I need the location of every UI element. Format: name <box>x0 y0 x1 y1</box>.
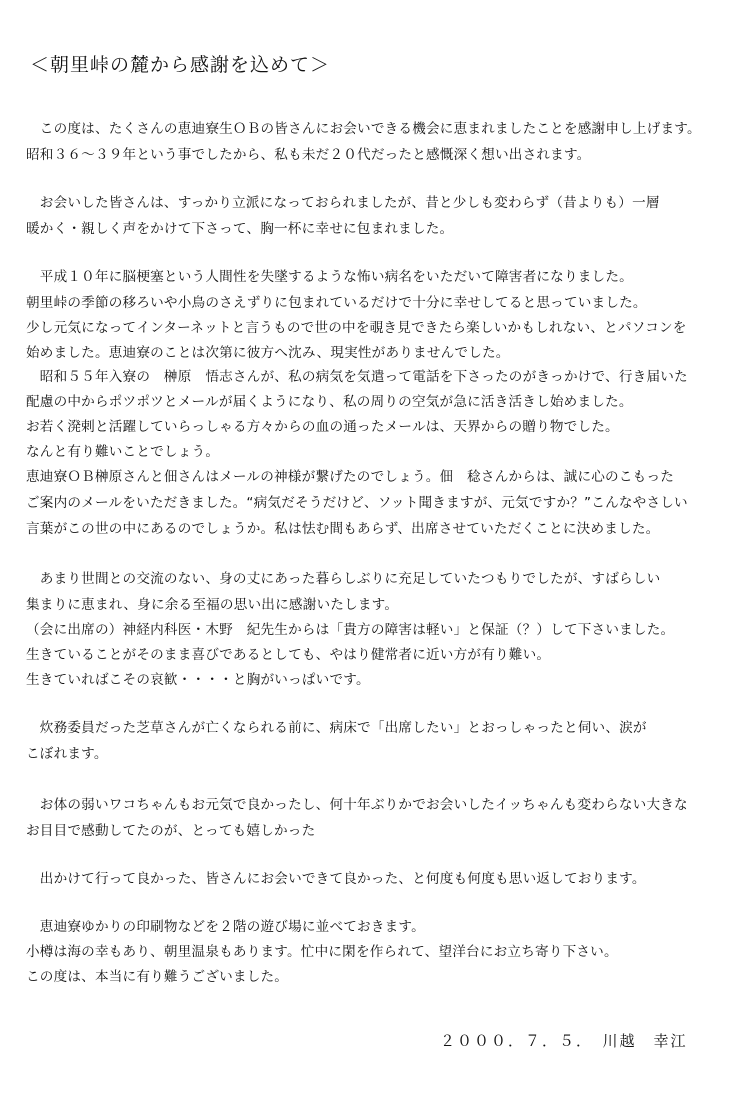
letter-line: なんと有り難いことでしょう。 <box>26 444 220 460</box>
letter-title: ＜朝里峠の麓から感謝を込めて＞ <box>30 54 331 76</box>
letter-line: 暖かく・親しく声をかけて下さって、胸一杯に幸せに包まれました。 <box>26 221 454 237</box>
letter-line: 恵迪寮ＯＢ榊原さんと佃さんはメールの神様が繋げたのでしょう。佃 稔さんからは、誠に心のこもった <box>26 469 675 485</box>
letter-line: 平成１０年に脳梗塞という人間性を失墜するような怖い病名をいただいて障害者になりました。 <box>26 269 633 285</box>
letter-line: 炊務委員だった芝草さんが亡くなられる前に、病床で「出席したい」とおっしゃったと伺い、涙が <box>26 720 647 736</box>
letter-line: 生きていればこその哀歓・・・・と胸がいっぱいです。 <box>26 672 370 688</box>
letter-line: 生きていることがそのまま喜びであるとしても、やはり健常者に近い方が有り難い。 <box>26 647 551 663</box>
letter-line: 少し元気になってインターネットと言うもので世の中を覗き見できたら楽しいかもしれない、とパソコンを <box>26 320 687 336</box>
letter-line: 配慮の中からポツポツとメールが届くようになり、私の周りの空気が急に活き活きし始めました。 <box>26 394 633 410</box>
letter-line: お体の弱いワコちゃんもお元気で良かったし、何十年ぶりかでお会いしたイッちゃんも変わらない大きな <box>26 797 688 813</box>
letter-line: 朝里峠の季節の移ろいや小鳥のさえずりに包まれているだけで十分に幸せしてると思っていました。 <box>26 295 647 311</box>
letter-line: 出かけて行って良かった、皆さんにお会いできて良かった、と何度も何度も思い返しております。 <box>26 871 646 887</box>
letter-line: お目目で感動してたのが、とっても嬉しかった <box>26 823 316 839</box>
letter-line: ご案内のメールをいただきました。“病気だそうだけど、ソット聞きますが、元気ですか？”こんなやさしい <box>26 495 688 511</box>
letter-line: こぼれます。 <box>26 746 108 762</box>
letter-line: 昭和５５年入寮の 榊原 悟志さんが、私の病気を気遣って電話を下さったのがきっかけで、行き届いた <box>26 369 688 385</box>
letter-line: お若く溌剌と活躍していらっしゃる方々からの血の通ったメールは、天界からの贈り物でした。 <box>26 419 619 435</box>
letter-line: 始めました。恵迪寮のことは次第に彼方へ沈み、現実性がありませんでした。 <box>26 345 510 361</box>
letter-line: 言葉がこの世の中にあるのでしょうか。私は怯む間もあらず、出席させていただくことに決めました。 <box>26 521 660 537</box>
letter-line: 昭和３６～３９年という事でしたから、私も未だ２０代だったと感慨深く想い出されます。 <box>26 147 591 163</box>
letter-line: 集まりに恵まれ、身に余る至福の思い出に感謝いたします。 <box>26 597 399 613</box>
signature-date-name: ２０００．７．５． 川越 幸江 <box>440 1032 688 1050</box>
letter-line: この度は、本当に有り難うございました。 <box>26 969 289 985</box>
letter-line: あまり世間との交流のない、身の丈にあった暮らしぶりに充足していたつもりでしたが、すばらしい <box>26 571 661 587</box>
letter-line: 小樽は海の幸もあり、朝里温泉もあります。忙中に閑を作られて、望洋台にお立ち寄り下さい。 <box>26 944 618 960</box>
letter-line: お会いした皆さんは、すっかり立派になっておられましたが、昔と少しも変わらず（昔よりも）一層 <box>26 195 660 211</box>
letter-line: この度は、たくさんの恵迪寮生ＯＢの皆さんにお会いできる機会に恵まれましたことを感謝申し上げます。 <box>26 121 701 137</box>
letter-line: （会に出席の）神経内科医・木野 紀先生からは「貴方の障害は軽い」と保証（？）して下さいました。 <box>26 622 675 638</box>
letter-line: 恵迪寮ゆかりの印刷物などを２階の遊び場に並べておきます。 <box>26 919 425 935</box>
